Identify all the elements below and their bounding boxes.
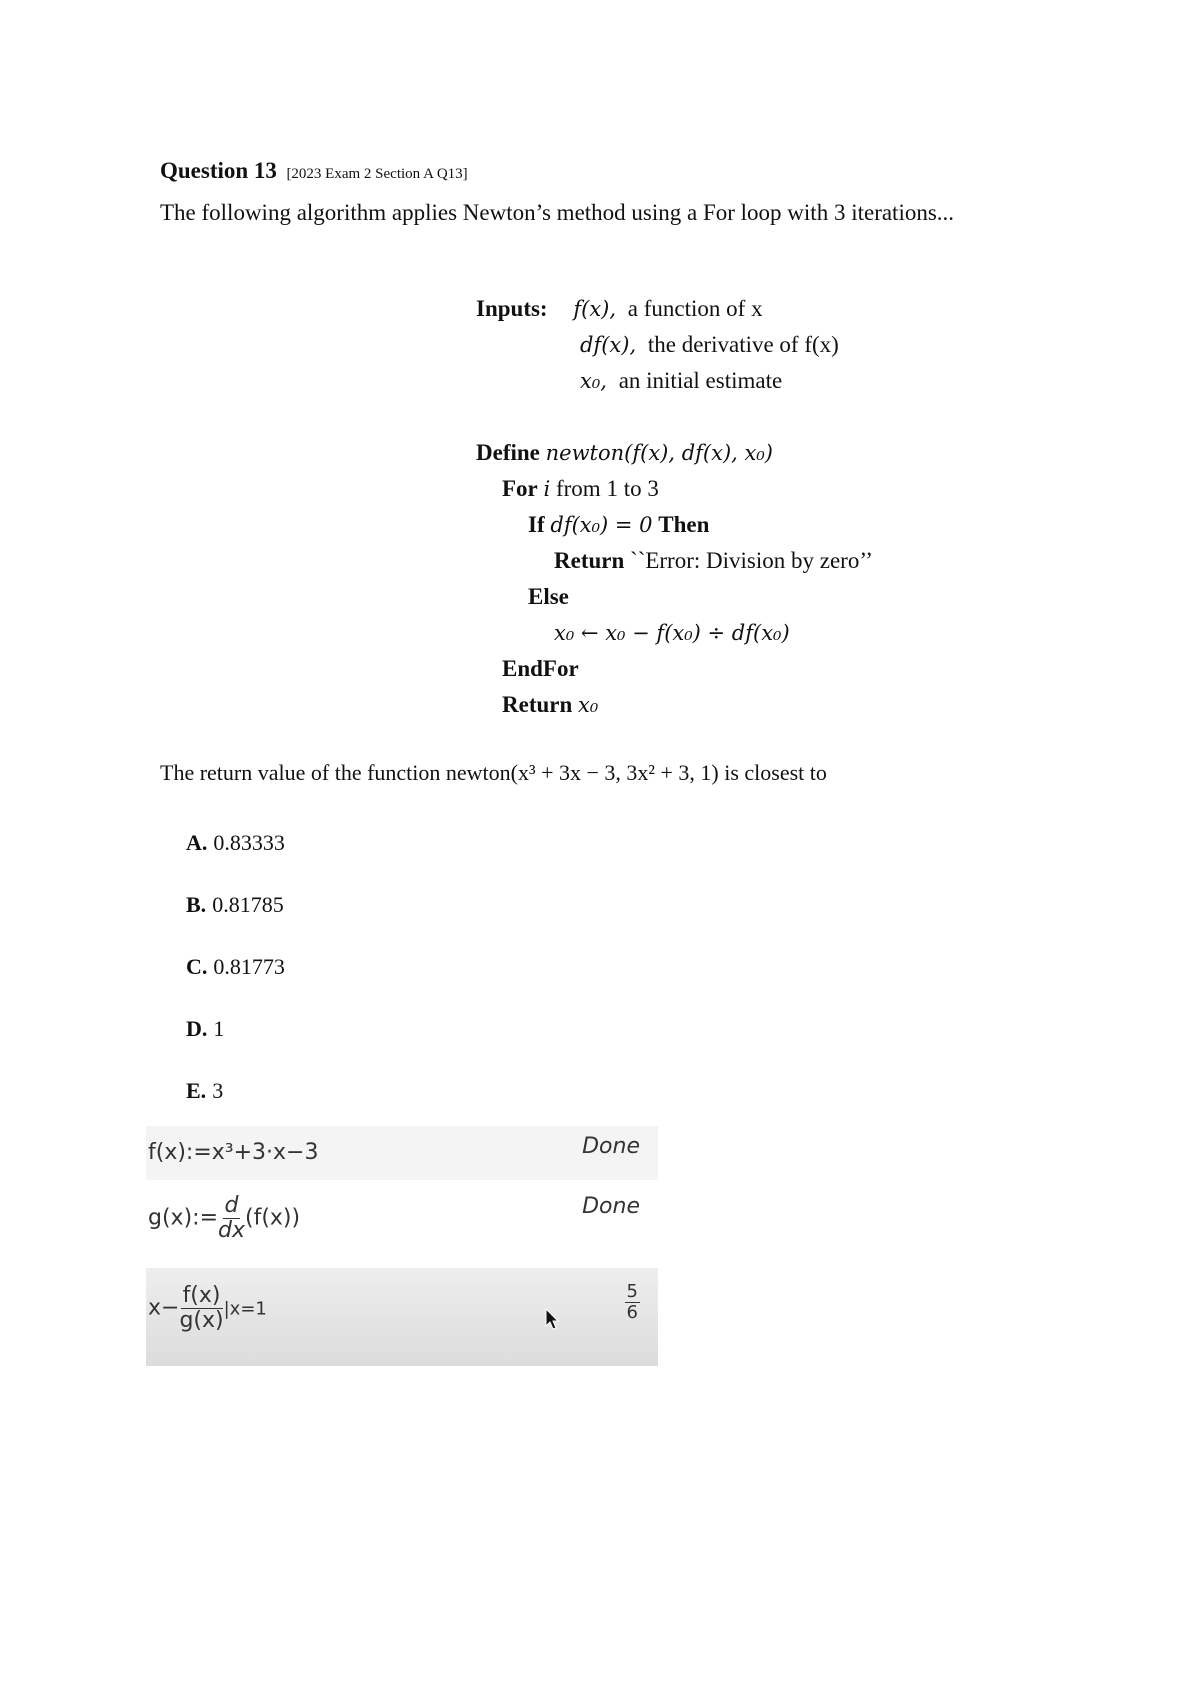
calc-row3-condition: |x=1 [223, 1298, 267, 1320]
input3-line [580, 368, 782, 394]
error-message: ``Error: Division by zero’’ [630, 548, 873, 573]
calc-row-define-g[interactable] [146, 1180, 658, 1260]
result-numerator: 5 [626, 1281, 638, 1302]
input2-line [580, 332, 839, 358]
input3-expr: x₀, [580, 369, 607, 393]
if-line [528, 512, 709, 538]
question-source: [2023 Exam 2 Section A Q13] [286, 166, 468, 182]
option-value: 3 [212, 1078, 224, 1103]
derivative-d: d [224, 1193, 239, 1218]
option-e [186, 1078, 223, 1104]
input3-desc: an initial estimate [618, 368, 783, 393]
calc-row-define-f[interactable] [146, 1126, 658, 1180]
for-keyword: For [502, 476, 538, 501]
calc-row2-expr [148, 1194, 300, 1243]
input2-desc: the derivative of f(x) [647, 332, 839, 357]
calculator-screenshot [146, 1126, 658, 1366]
calc-row3-x: x− [148, 1295, 180, 1321]
input1-expr: f(x), [573, 297, 617, 321]
input2-expr: df(x), [580, 333, 637, 357]
calc-row3-result [625, 1282, 640, 1323]
return-question: The return value of the function newton(x³ + 3x − 3, 3x² + 3, 1) is closest to [160, 760, 827, 785]
define-line [476, 440, 773, 466]
result-fraction [625, 1282, 640, 1323]
for-variable: i [543, 477, 551, 501]
for-range: from 1 to 3 [555, 476, 659, 501]
option-value: 0.81785 [212, 892, 284, 917]
calc-row1-expr: f(x):=x³+3·x−3 [148, 1140, 319, 1165]
option-label: A. [186, 830, 208, 855]
option-value: 1 [213, 1016, 225, 1041]
calc-row-newton-step[interactable] [146, 1268, 658, 1366]
newton-fraction [179, 1284, 223, 1333]
for-line [502, 476, 659, 502]
then-keyword: Then [658, 512, 710, 537]
update-expr: x₀ ← x₀ − f(x₀) ÷ df(x₀) [554, 621, 790, 645]
option-label: D. [186, 1016, 208, 1041]
if-keyword: If [528, 512, 545, 537]
define-keyword: Define [476, 440, 540, 465]
endfor-keyword: EndFor [502, 656, 579, 681]
option-label: B. [186, 892, 207, 917]
derivative-fraction [218, 1194, 245, 1243]
result-denominator: 6 [626, 1301, 638, 1323]
question-number: Question 13 [160, 158, 277, 183]
inputs-line [476, 296, 763, 322]
return-line [502, 692, 598, 718]
update-line [554, 620, 790, 646]
option-c [186, 954, 285, 980]
option-value: 0.81773 [213, 954, 285, 979]
if-condition: df(x₀) = 0 [550, 513, 653, 537]
return-error-line [554, 548, 873, 574]
calc-row2-lhs: g(x):= [148, 1205, 218, 1231]
option-label: E. [186, 1078, 207, 1103]
option-a [186, 830, 285, 856]
inputs-label: Inputs: [476, 296, 548, 321]
option-d [186, 1016, 224, 1042]
derivative-dx: dx [218, 1218, 245, 1244]
define-expr: newton(f(x), df(x), x₀) [545, 441, 773, 465]
return-keyword: Return [554, 548, 625, 573]
mouse-pointer-icon [545, 1308, 559, 1330]
newton-denominator: g(x) [179, 1308, 224, 1334]
calc-row2-result: Done [582, 1194, 640, 1219]
newton-numerator: f(x) [182, 1283, 221, 1308]
option-label: C. [186, 954, 208, 979]
else-keyword: Else [528, 584, 569, 609]
calc-row2-rhs: (f(x)) [244, 1205, 301, 1231]
question-stem: The following algorithm applies Newton’s method using a For loop with 3 iterations... [160, 200, 955, 225]
option-value: 0.83333 [213, 830, 285, 855]
return2-keyword: Return [502, 692, 573, 717]
option-b [186, 892, 284, 918]
question-header [160, 158, 468, 184]
input1-desc: a function of x [627, 296, 763, 321]
calc-row3-expr [148, 1284, 267, 1333]
else-line [528, 584, 569, 610]
return2-expr: x₀ [578, 693, 599, 717]
endfor-line [502, 656, 579, 682]
calc-row1-result: Done [582, 1134, 640, 1159]
